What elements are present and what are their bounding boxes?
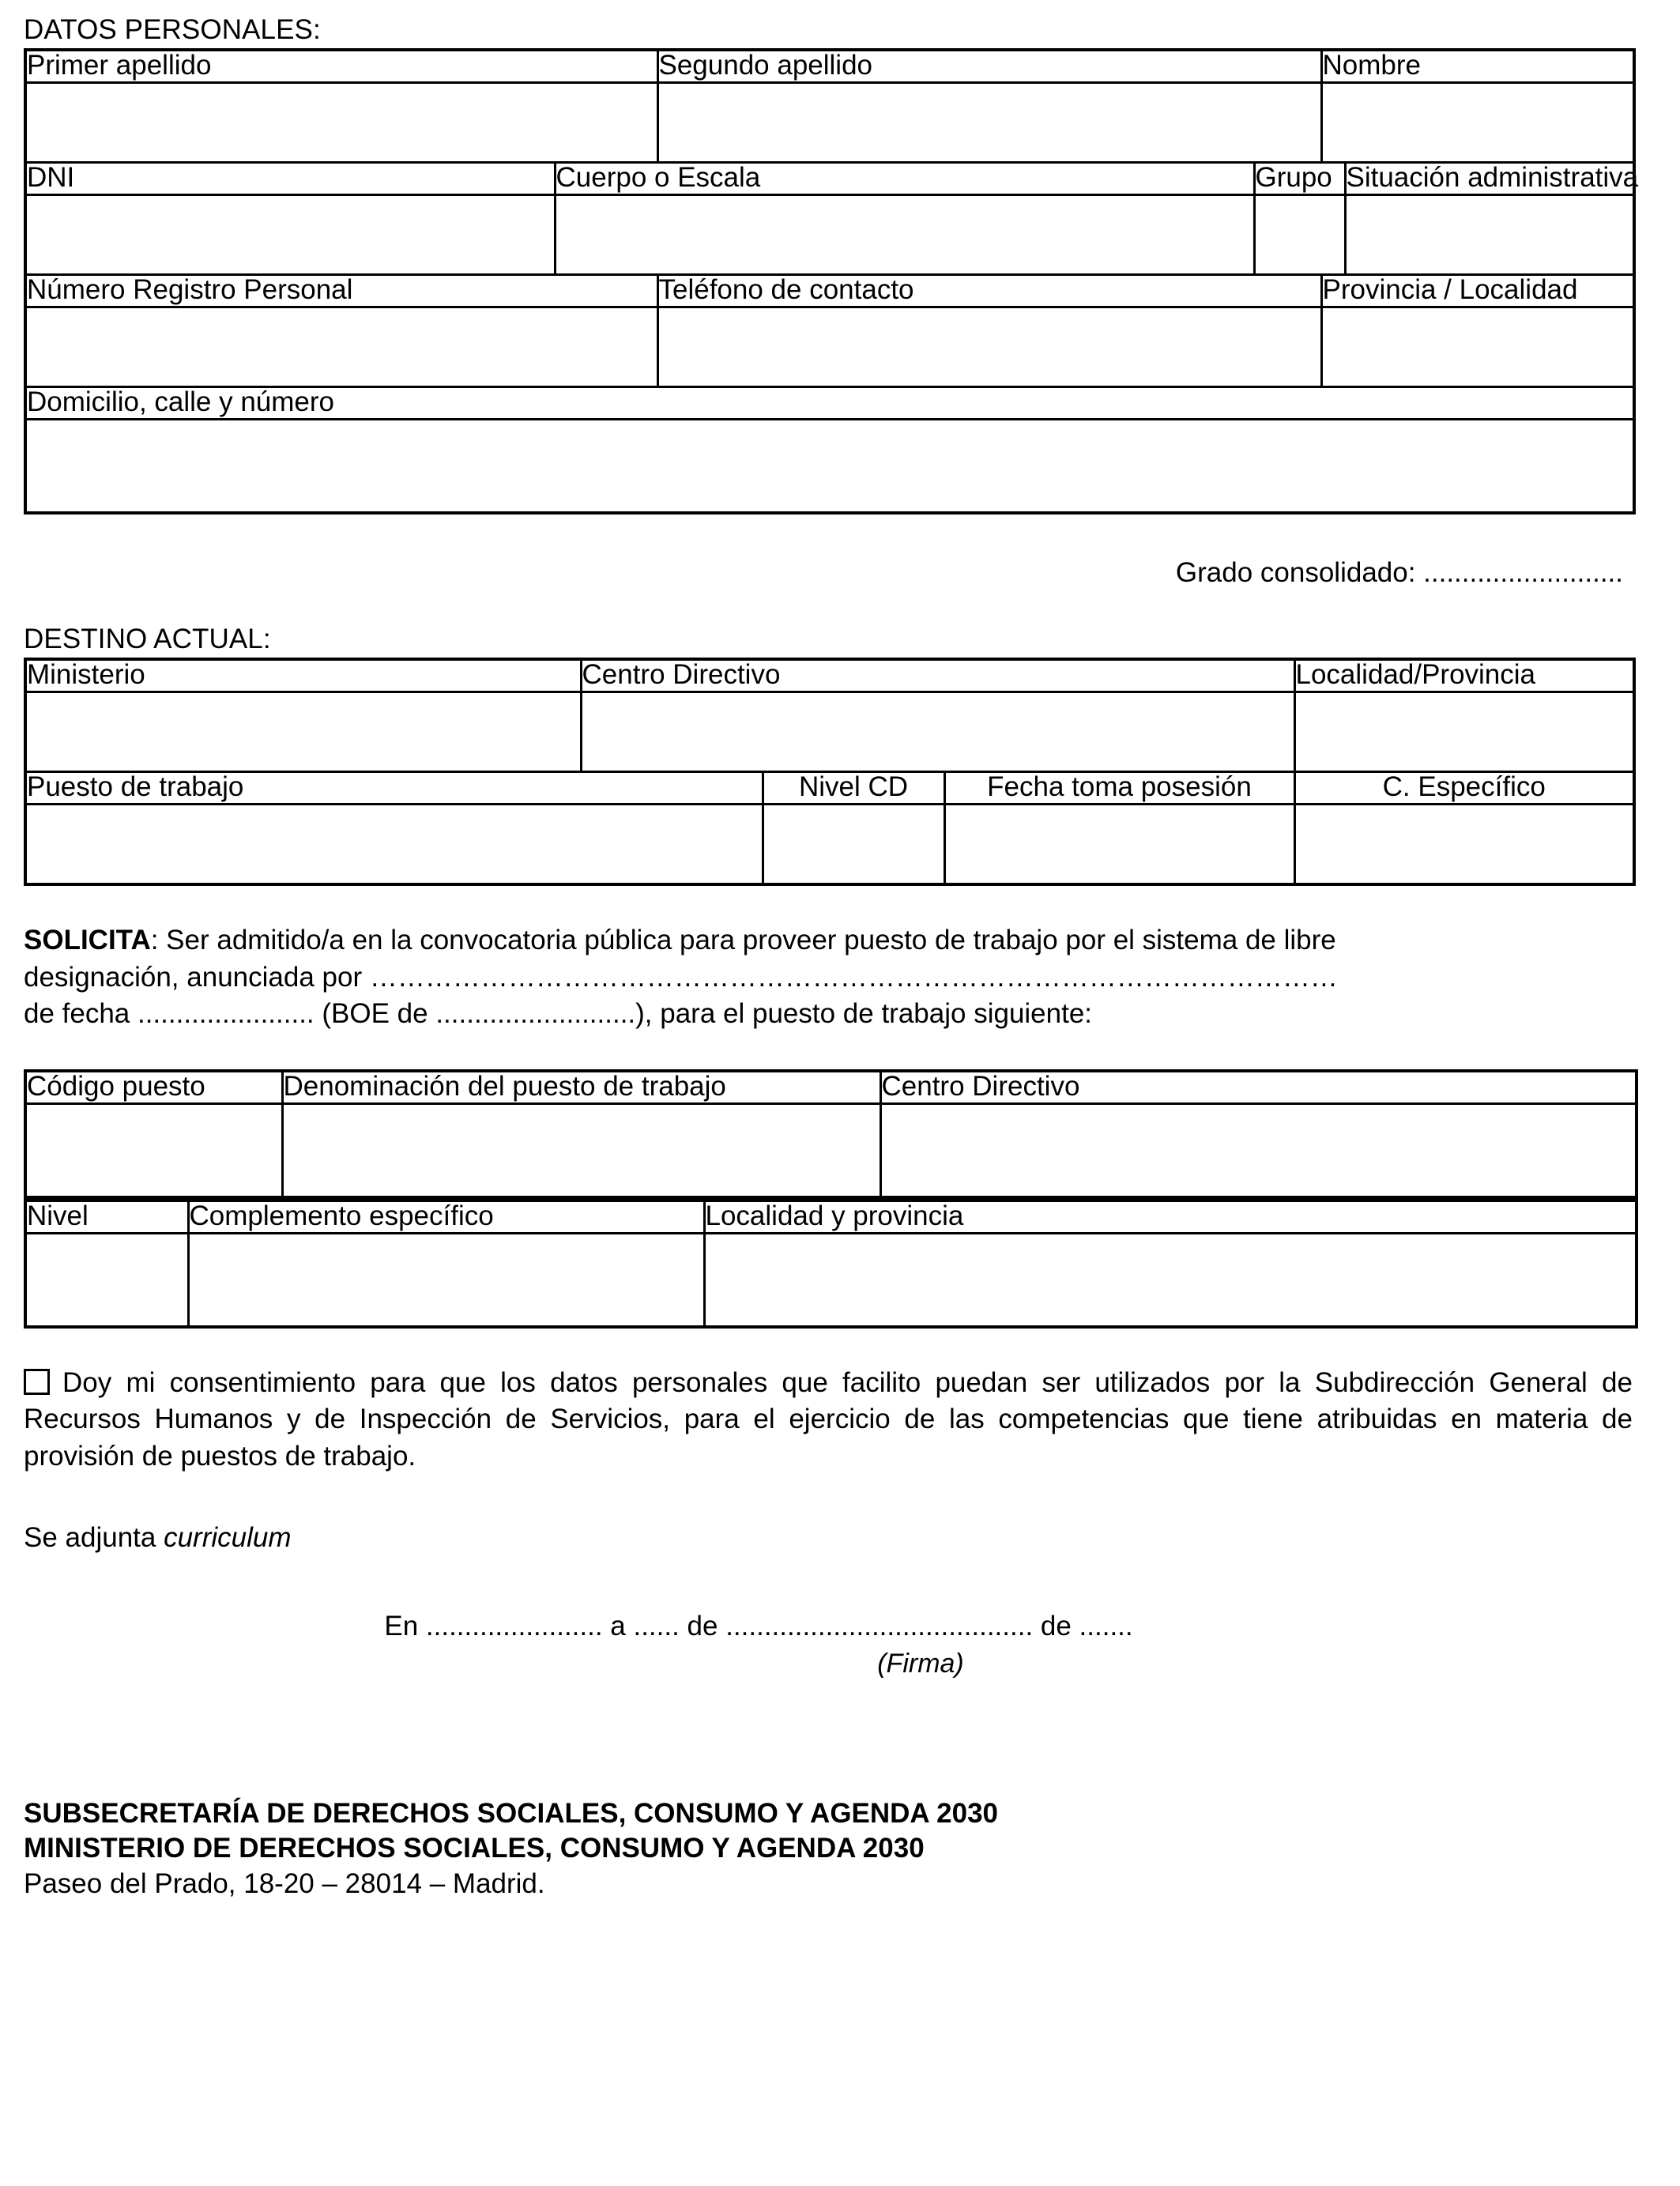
footer-address: Paseo del Prado, 18-20 – 28014 – Madrid.	[24, 1868, 545, 1900]
spacer-after-personal	[24, 514, 1645, 557]
table-row	[25, 307, 1634, 387]
solicita-line2: designación, anunciada por ……………………………………………………………………………………………	[24, 961, 1338, 993]
input-domicilio[interactable]	[25, 420, 1634, 514]
curriculum-line	[24, 1522, 1645, 1554]
curriculum-prefix: Se adjunta	[24, 1522, 164, 1554]
table-row	[25, 420, 1634, 514]
label-situacion-administrativa: Situación administrativa	[1345, 163, 1634, 195]
table-row	[25, 163, 1634, 195]
label-localidad-y-provincia: Localidad y provincia	[704, 1200, 1637, 1234]
label-dni: DNI	[25, 163, 555, 195]
input-telefono-contacto[interactable]	[657, 307, 1321, 387]
table-row	[25, 50, 1634, 83]
spacer-before-footer	[24, 1681, 1645, 1749]
label-nombre: Nombre	[1321, 50, 1634, 83]
label-nivel: Nivel	[25, 1200, 188, 1234]
input-codigo-puesto[interactable]	[25, 1103, 282, 1197]
table-row	[25, 659, 1634, 692]
label-provincia-localidad: Provincia / Localidad	[1321, 275, 1634, 307]
label-puesto-de-trabajo: Puesto de trabajo	[25, 772, 763, 805]
table-row	[25, 1200, 1637, 1234]
spacer-before-destino	[24, 589, 1645, 625]
table-row	[25, 275, 1634, 307]
label-centro-directivo-solicitado: Centro Directivo	[880, 1071, 1637, 1104]
label-domicilio: Domicilio, calle y número	[25, 387, 1634, 420]
personal-data-heading: DATOS PERSONALES:	[24, 14, 321, 45]
table-row	[25, 805, 1634, 885]
label-grupo: Grupo	[1254, 163, 1345, 195]
spacer-before-signature	[24, 1554, 1645, 1609]
solicita-line3: de fecha ....................... (BOE de ..........................), para el puesto de trabajo siguiente:	[24, 998, 1093, 1030]
footer-ministerio: MINISTERIO DE DERECHOS SOCIALES, CONSUMO Y AGENDA 2030	[24, 1833, 925, 1864]
table-row	[25, 1103, 1637, 1197]
input-centro-directivo[interactable]	[581, 692, 1294, 772]
label-primer-apellido: Primer apellido	[25, 50, 657, 83]
input-puesto-de-trabajo[interactable]	[25, 805, 763, 885]
table-row	[25, 83, 1634, 163]
consent-checkbox[interactable]	[24, 1369, 50, 1395]
input-centro-directivo-solicitado[interactable]	[880, 1103, 1637, 1197]
input-primer-apellido[interactable]	[25, 83, 657, 163]
input-dni[interactable]	[25, 195, 555, 275]
input-segundo-apellido[interactable]	[657, 83, 1321, 163]
solicita-paragraph	[24, 922, 1625, 1033]
spacer-before-puesto	[24, 1033, 1645, 1069]
label-fecha-toma-posesion: Fecha toma posesión	[944, 772, 1294, 805]
table-row	[25, 692, 1634, 772]
table-row	[25, 772, 1634, 805]
input-nivel-cd[interactable]	[763, 805, 944, 885]
consent-paragraph	[24, 1365, 1633, 1476]
input-complemento-especifico[interactable]	[188, 1233, 704, 1327]
label-telefono-contacto: Teléfono de contacto	[657, 275, 1321, 307]
input-localidad-provincia[interactable]	[1294, 692, 1634, 772]
label-denominacion-puesto: Denominación del puesto de trabajo	[282, 1071, 880, 1104]
table-row	[25, 1071, 1637, 1104]
table-row	[25, 1233, 1637, 1327]
label-nivel-cd: Nivel CD	[763, 772, 944, 805]
label-complemento-especifico: Complemento específico	[188, 1200, 704, 1234]
spacer-before-footer-2	[24, 1749, 1645, 1796]
solicita-line1: : Ser admitido/a en la convocatoria pública para proveer puesto de trabajo por el sistema de libre	[150, 925, 1336, 955]
label-c-especifico: C. Específico	[1294, 772, 1634, 805]
consent-text: Doy mi consentimiento para que los datos personales que facilito puedan ser utilizados por la Subdirección General de Recursos Humanos y de Inspección de Servicios, para el ejercicio de las competencias que tiene atribuidas en materia de provisión de puestos de trabajo.	[24, 1366, 1633, 1472]
label-codigo-puesto: Código puesto	[25, 1071, 282, 1104]
input-denominacion-puesto[interactable]	[282, 1103, 880, 1197]
input-localidad-y-provincia[interactable]	[704, 1233, 1637, 1327]
label-segundo-apellido: Segundo apellido	[657, 50, 1321, 83]
puesto-nivel-table	[24, 1199, 1638, 1329]
input-numero-registro-personal[interactable]	[25, 307, 657, 387]
label-localidad-provincia: Localidad/Provincia	[1294, 659, 1634, 692]
table-row	[25, 387, 1634, 420]
input-nombre[interactable]	[1321, 83, 1634, 163]
spacer-before-curriculum	[24, 1475, 1645, 1522]
input-cuerpo-escala[interactable]	[555, 195, 1254, 275]
input-fecha-toma-posesion[interactable]	[944, 805, 1294, 885]
input-ministerio[interactable]	[25, 692, 581, 772]
grado-consolidado-line: Grado consolidado: ..........................	[1175, 557, 1623, 588]
input-provincia-localidad[interactable]	[1321, 307, 1634, 387]
table-row	[25, 195, 1634, 275]
input-c-especifico[interactable]	[1294, 805, 1634, 885]
signature-date-line: En ....................... a ...... de ........................................ de .......	[384, 1611, 1133, 1642]
curriculum-word: curriculum	[164, 1522, 292, 1554]
input-situacion-administrativa[interactable]	[1345, 195, 1634, 275]
input-nivel[interactable]	[25, 1233, 188, 1327]
solicita-label: SOLICITA	[24, 925, 151, 955]
label-numero-registro-personal: Número Registro Personal	[25, 275, 657, 307]
destino-actual-heading: DESTINO ACTUAL:	[24, 624, 271, 654]
label-cuerpo-escala: Cuerpo o Escala	[555, 163, 1254, 195]
puesto-solicitado-table	[24, 1069, 1638, 1199]
personal-data-table	[24, 48, 1639, 514]
signature-block	[24, 1609, 1494, 1680]
label-ministerio: Ministerio	[25, 659, 581, 692]
input-grupo[interactable]	[1254, 195, 1345, 275]
footer-subsecretaria: SUBSECRETARÍA DE DERECHOS SOCIALES, CONSUMO Y AGENDA 2030	[24, 1797, 998, 1829]
label-centro-directivo: Centro Directivo	[581, 659, 1294, 692]
destino-actual-table	[24, 658, 1636, 886]
signature-firma-label: (Firma)	[877, 1649, 964, 1679]
spacer-before-solicita	[24, 886, 1645, 922]
spacer-before-consent	[24, 1329, 1645, 1365]
top-spacer	[24, 0, 1645, 16]
